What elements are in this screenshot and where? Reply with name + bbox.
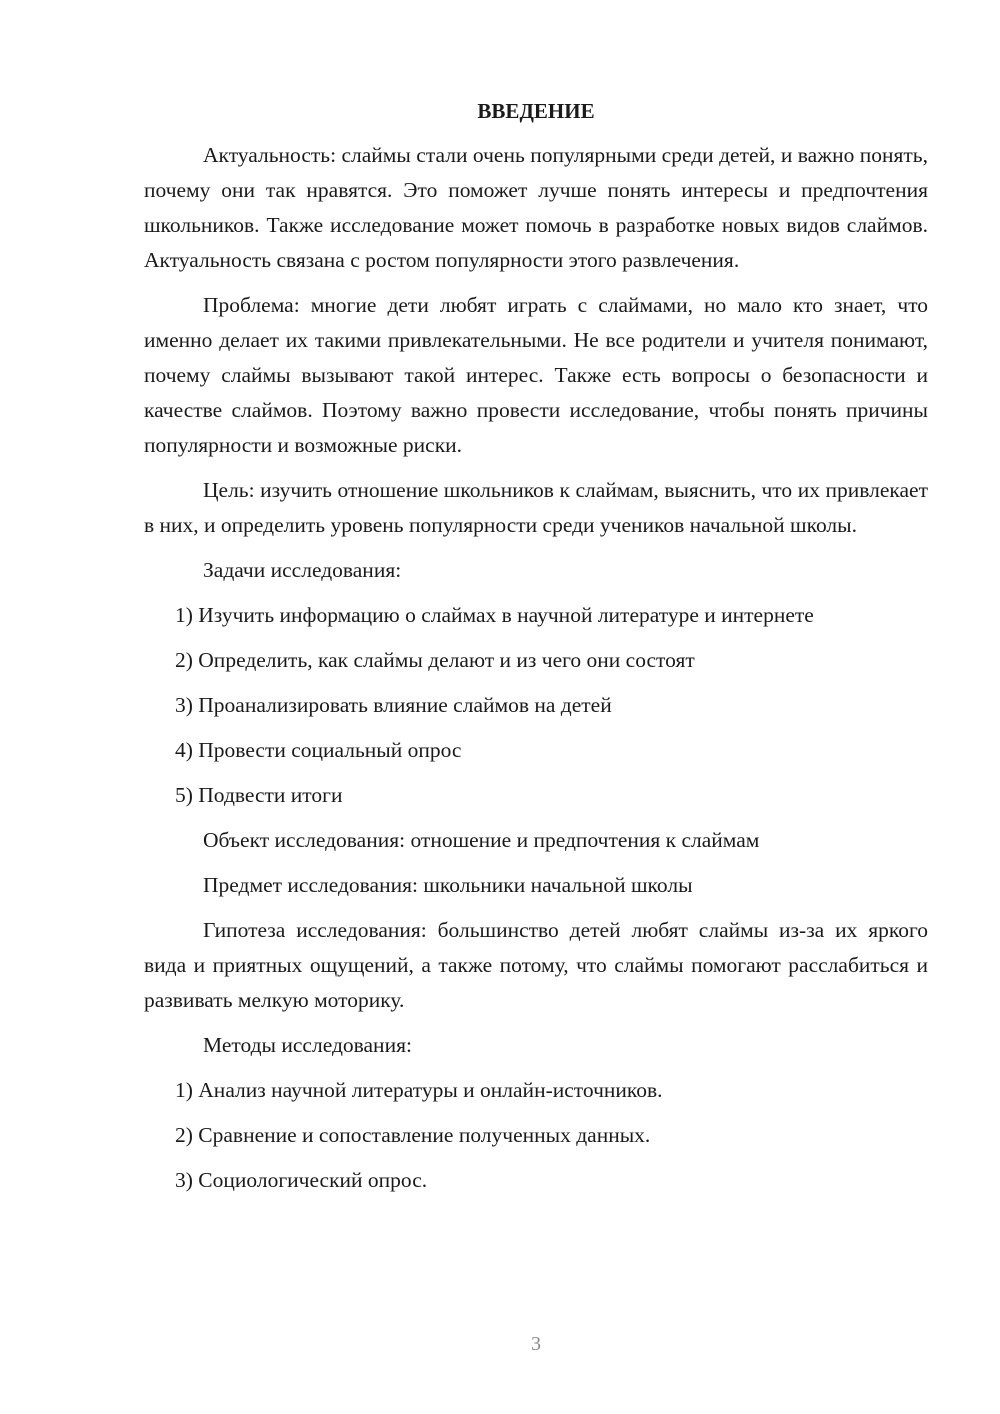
task-item: 4) Провести социальный опрос <box>175 738 462 762</box>
task-item: 1) Изучить информацию о слаймах в научной литературе и интернете <box>175 603 814 627</box>
method-item: 2) Сравнение и сопоставление полученных данных. <box>175 1123 651 1147</box>
hypothesis-paragraph: Гипотеза исследования: большинство детей любят слаймы из-за их яркого вида и приятных ощущений, а также потому, что слаймы помогают расслабиться и развивать мелкую моторику. <box>144 918 928 1012</box>
task-item: 5) Подвести итоги <box>175 783 343 807</box>
research-object: Объект исследования: отношение и предпочтения к слаймам <box>203 828 760 852</box>
problem-paragraph: Проблема: многие дети любят играть с слаймами, но мало кто знает, что именно делает их такими привлекательными. Не все родители и учителя понимают, почему слаймы вызывают такой интерес. Также есть вопросы о безопасности и качестве слаймов. Поэтому важно провести исследование, чтобы понять причины популярности и возможные риски. <box>144 293 928 457</box>
task-item: 3) Проанализировать влияние слаймов на детей <box>175 693 612 717</box>
document-page <box>144 96 928 1208</box>
page-number: 3 <box>531 1333 541 1355</box>
task-item: 2) Определить, как слаймы делают и из чего они состоят <box>175 648 695 672</box>
methods-heading: Методы исследования: <box>203 1033 412 1057</box>
goal-paragraph: Цель: изучить отношение школьников к слаймам, выяснить, что их привлекает в них, и определить уровень популярности среди учеников начальной школы. <box>144 478 928 537</box>
section-title: ВВЕДЕНИЕ <box>477 99 595 123</box>
method-item: 3) Социологический опрос. <box>175 1168 428 1192</box>
tasks-heading: Задачи исследования: <box>203 558 402 582</box>
method-item: 1) Анализ научной литературы и онлайн-источников. <box>175 1078 663 1102</box>
relevance-paragraph: Актуальность: слаймы стали очень популярными среди детей, и важно понять, почему они так нравятся. Это поможет лучше понять интересы и предпочтения школьников. Также исследование может помочь в разработке новых видов слаймов. Актуальность связана с ростом популярности этого развлечения. <box>144 143 928 272</box>
research-subject: Предмет исследования: школьники начальной школы <box>203 873 693 897</box>
